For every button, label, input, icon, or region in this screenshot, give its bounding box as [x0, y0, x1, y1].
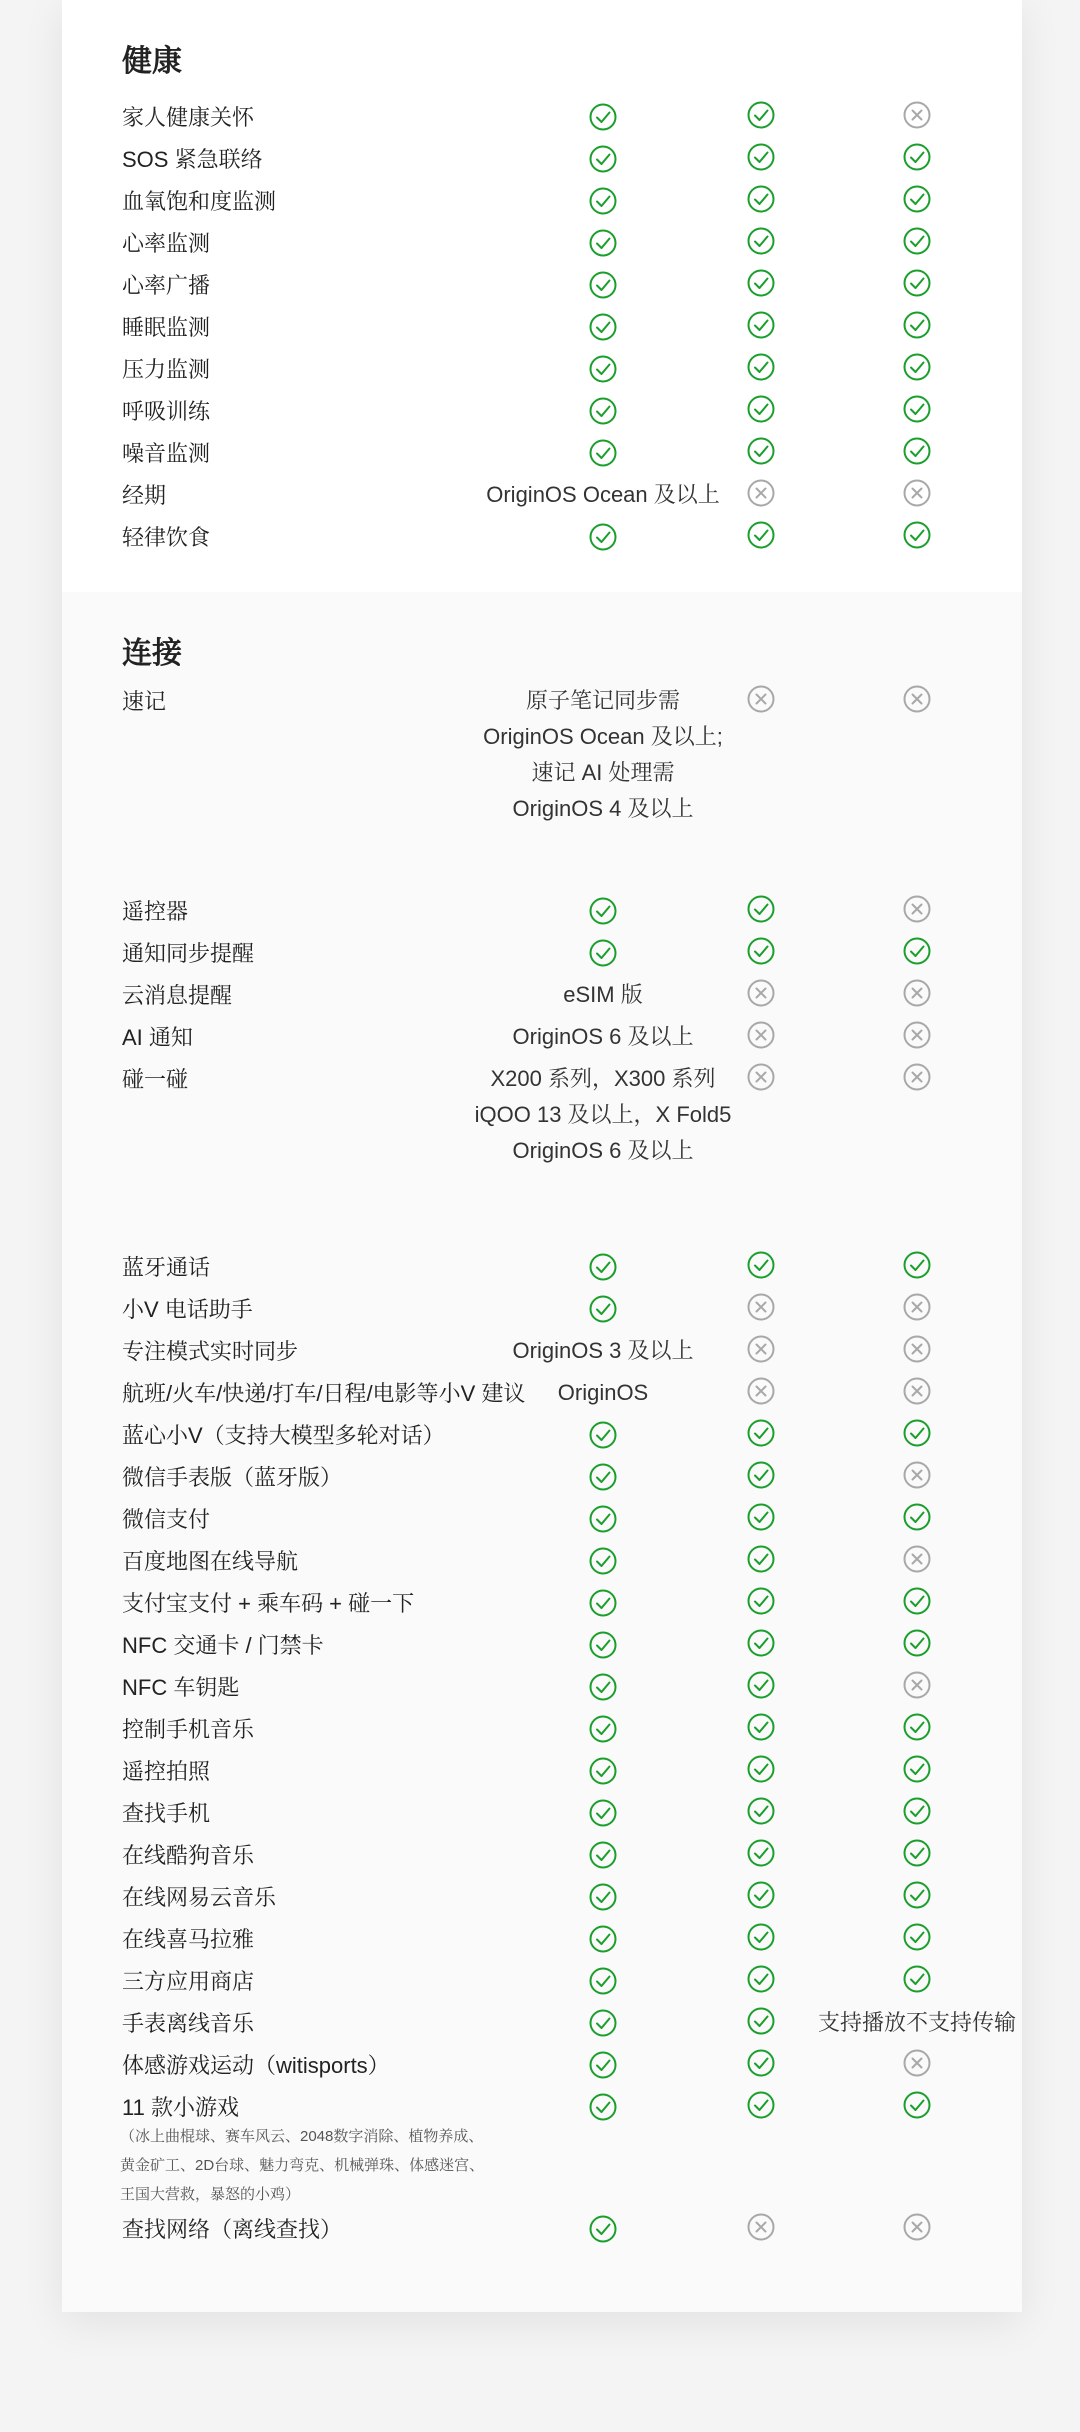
check-circle-icon: [746, 226, 776, 256]
check-circle-icon: [902, 2090, 932, 2120]
check-circle-icon: [588, 522, 618, 552]
cross-circle-icon: [902, 1020, 932, 1050]
check-circle-icon: [746, 100, 776, 130]
check-circle-icon: [588, 1294, 618, 1324]
support-note-text: OriginOS 3 及以上: [512, 1338, 694, 1363]
check-circle-icon: [902, 1880, 932, 1910]
check-circle-icon: [902, 226, 932, 256]
support-note-text: OriginOS: [557, 1380, 649, 1405]
feature-label: 在线喜马拉雅: [122, 1927, 255, 1952]
cross-circle-icon: [746, 1020, 776, 1050]
feature-label: 云消息提醒: [122, 983, 233, 1008]
feature-note: 王国大营救，暴怒的小鸡）: [120, 2186, 301, 2203]
cross-circle-icon: [902, 100, 932, 130]
feature-label: 体感游戏运动（witisports）: [122, 2053, 390, 2078]
feature-label: 蓝心小V（支持大模型多轮对话）: [122, 1423, 445, 1448]
feature-label: 11 款小游戏: [122, 2095, 239, 2120]
support-note-text: 支持播放不支持传输: [817, 2010, 1017, 2035]
cross-circle-icon: [902, 978, 932, 1008]
check-circle-icon: [902, 184, 932, 214]
check-circle-icon: [588, 144, 618, 174]
check-circle-icon: [902, 1922, 932, 1952]
feature-label: 心率广播: [122, 273, 211, 298]
check-circle-icon: [588, 396, 618, 426]
check-circle-icon: [746, 2006, 776, 2036]
section-connect: [62, 592, 1022, 2312]
cross-circle-icon: [746, 978, 776, 1008]
check-circle-icon: [588, 1546, 618, 1576]
feature-label: 遥控拍照: [122, 1759, 211, 1784]
check-circle-icon: [588, 1756, 618, 1786]
check-circle-icon: [588, 312, 618, 342]
check-circle-icon: [902, 1754, 932, 1784]
feature-label: 经期: [122, 483, 167, 508]
check-circle-icon: [902, 142, 932, 172]
check-circle-icon: [588, 1672, 618, 1702]
cross-circle-icon: [902, 1062, 932, 1092]
cross-circle-icon: [746, 1062, 776, 1092]
cross-circle-icon: [902, 1460, 932, 1490]
check-circle-icon: [746, 1880, 776, 1910]
feature-label: NFC 交通卡 / 门禁卡: [122, 1633, 324, 1658]
check-circle-icon: [746, 1418, 776, 1448]
cross-circle-icon: [902, 1670, 932, 1700]
section-title-connect: 连接: [122, 637, 182, 670]
cross-circle-icon: [902, 1544, 932, 1574]
feature-label: 支付宝支付 + 乘车码 + 碰一下: [122, 1591, 415, 1616]
feature-label: 查找网络（离线查找）: [122, 2217, 343, 2242]
check-circle-icon: [902, 394, 932, 424]
cross-circle-icon: [902, 1376, 932, 1406]
feature-label: 专注模式实时同步: [122, 1339, 299, 1364]
support-note-text: 速记 AI 处理需: [531, 760, 675, 785]
check-circle-icon: [746, 1796, 776, 1826]
check-circle-icon: [746, 268, 776, 298]
check-circle-icon: [588, 1462, 618, 1492]
check-circle-icon: [588, 1420, 618, 1450]
check-circle-icon: [746, 436, 776, 466]
feature-label: 遥控器: [122, 899, 189, 924]
cross-circle-icon: [746, 1376, 776, 1406]
feature-label: 手表离线音乐: [122, 2011, 255, 2036]
check-circle-icon: [746, 936, 776, 966]
check-circle-icon: [588, 228, 618, 258]
check-circle-icon: [588, 354, 618, 384]
check-circle-icon: [746, 1586, 776, 1616]
feature-note: （冰上曲棍球、赛车风云、2048数字消除、植物养成、: [120, 2128, 484, 2145]
cross-circle-icon: [902, 894, 932, 924]
comparison-card: [62, 0, 1022, 2312]
check-circle-icon: [588, 2050, 618, 2080]
feature-label: 航班/火车/快递/打车/日程/电影等小V 建议: [122, 1381, 526, 1406]
check-circle-icon: [588, 2092, 618, 2122]
feature-label: 呼吸训练: [122, 399, 211, 424]
check-circle-icon: [746, 894, 776, 924]
support-note-text: OriginOS 6 及以上: [512, 1024, 694, 1049]
check-circle-icon: [588, 1504, 618, 1534]
support-note-text: OriginOS 6 及以上: [512, 1138, 694, 1163]
check-circle-icon: [746, 1922, 776, 1952]
check-circle-icon: [746, 1544, 776, 1574]
feature-label: 微信手表版（蓝牙版）: [122, 1465, 343, 1490]
check-circle-icon: [902, 520, 932, 550]
cross-circle-icon: [902, 1334, 932, 1364]
check-circle-icon: [746, 1964, 776, 1994]
cross-circle-icon: [746, 478, 776, 508]
check-circle-icon: [902, 1838, 932, 1868]
check-circle-icon: [746, 142, 776, 172]
check-circle-icon: [746, 310, 776, 340]
support-note-text: OriginOS 4 及以上: [512, 796, 694, 821]
feature-label: AI 通知: [122, 1025, 193, 1050]
check-circle-icon: [746, 1628, 776, 1658]
check-circle-icon: [746, 1754, 776, 1784]
feature-label: 在线网易云音乐: [122, 1885, 277, 1910]
check-circle-icon: [588, 186, 618, 216]
support-note-text: OriginOS Ocean 及以上: [486, 482, 720, 507]
feature-label: 家人健康关怀: [122, 105, 255, 130]
feature-label: 蓝牙通话: [122, 1255, 211, 1280]
check-circle-icon: [902, 936, 932, 966]
check-circle-icon: [902, 436, 932, 466]
check-circle-icon: [588, 2214, 618, 2244]
check-circle-icon: [588, 1630, 618, 1660]
check-circle-icon: [746, 520, 776, 550]
check-circle-icon: [746, 352, 776, 382]
feature-note: 黄金矿工、2D台球、魅力弯克、机械弹珠、体感迷宫、: [120, 2157, 485, 2174]
check-circle-icon: [902, 1418, 932, 1448]
feature-label: 小V 电话助手: [122, 1297, 253, 1322]
cross-circle-icon: [746, 2212, 776, 2242]
check-circle-icon: [746, 2090, 776, 2120]
check-circle-icon: [902, 1796, 932, 1826]
check-circle-icon: [902, 268, 932, 298]
feature-label: 血氧饱和度监测: [122, 189, 277, 214]
check-circle-icon: [588, 896, 618, 926]
cross-circle-icon: [746, 1334, 776, 1364]
check-circle-icon: [902, 352, 932, 382]
check-circle-icon: [588, 1588, 618, 1618]
check-circle-icon: [588, 1252, 618, 1282]
check-circle-icon: [746, 1838, 776, 1868]
support-note-text: iQOO 13 及以上，X Fold5: [474, 1102, 732, 1127]
feature-label: 轻律饮食: [122, 525, 211, 550]
check-circle-icon: [902, 1250, 932, 1280]
feature-label: NFC 车钥匙: [122, 1675, 240, 1700]
feature-label: 睡眠监测: [122, 315, 211, 340]
check-circle-icon: [588, 938, 618, 968]
check-circle-icon: [588, 1882, 618, 1912]
check-circle-icon: [746, 1460, 776, 1490]
feature-label: 速记: [122, 689, 167, 714]
check-circle-icon: [746, 394, 776, 424]
check-circle-icon: [588, 1924, 618, 1954]
check-circle-icon: [588, 1966, 618, 1996]
check-circle-icon: [746, 184, 776, 214]
check-circle-icon: [588, 270, 618, 300]
support-note-text: 原子笔记同步需: [525, 688, 681, 713]
check-circle-icon: [746, 1502, 776, 1532]
check-circle-icon: [902, 1964, 932, 1994]
feature-label: 压力监测: [122, 357, 211, 382]
cross-circle-icon: [902, 1292, 932, 1322]
check-circle-icon: [902, 1712, 932, 1742]
feature-label: 三方应用商店: [122, 1969, 255, 1994]
check-circle-icon: [902, 1586, 932, 1616]
feature-label: 微信支付: [122, 1507, 211, 1532]
cross-circle-icon: [746, 684, 776, 714]
support-note-text: OriginOS Ocean 及以上;: [483, 724, 723, 749]
support-note-text: eSIM 版: [563, 982, 643, 1007]
check-circle-icon: [588, 1714, 618, 1744]
check-circle-icon: [746, 2048, 776, 2078]
feature-label: 碰一碰: [122, 1067, 189, 1092]
check-circle-icon: [588, 1798, 618, 1828]
check-circle-icon: [588, 1840, 618, 1870]
cross-circle-icon: [902, 2048, 932, 2078]
check-circle-icon: [902, 1502, 932, 1532]
feature-label: 在线酷狗音乐: [122, 1843, 255, 1868]
feature-label: 噪音监测: [122, 441, 211, 466]
check-circle-icon: [746, 1670, 776, 1700]
feature-label: SOS 紧急联络: [122, 147, 263, 172]
feature-label: 通知同步提醒: [122, 941, 255, 966]
check-circle-icon: [588, 102, 618, 132]
support-note-text: X200 系列，X300 系列: [490, 1066, 716, 1091]
section-title-health: 健康: [122, 45, 182, 78]
section-health: [62, 0, 1022, 592]
check-circle-icon: [902, 310, 932, 340]
check-circle-icon: [746, 1250, 776, 1280]
check-circle-icon: [746, 1712, 776, 1742]
cross-circle-icon: [902, 2212, 932, 2242]
check-circle-icon: [588, 438, 618, 468]
cross-circle-icon: [746, 1292, 776, 1322]
check-circle-icon: [588, 2008, 618, 2038]
check-circle-icon: [902, 1628, 932, 1658]
feature-label: 百度地图在线导航: [122, 1549, 299, 1574]
cross-circle-icon: [902, 478, 932, 508]
cross-circle-icon: [902, 684, 932, 714]
feature-label: 查找手机: [122, 1801, 211, 1826]
feature-label: 控制手机音乐: [122, 1717, 255, 1742]
feature-label: 心率监测: [122, 231, 211, 256]
